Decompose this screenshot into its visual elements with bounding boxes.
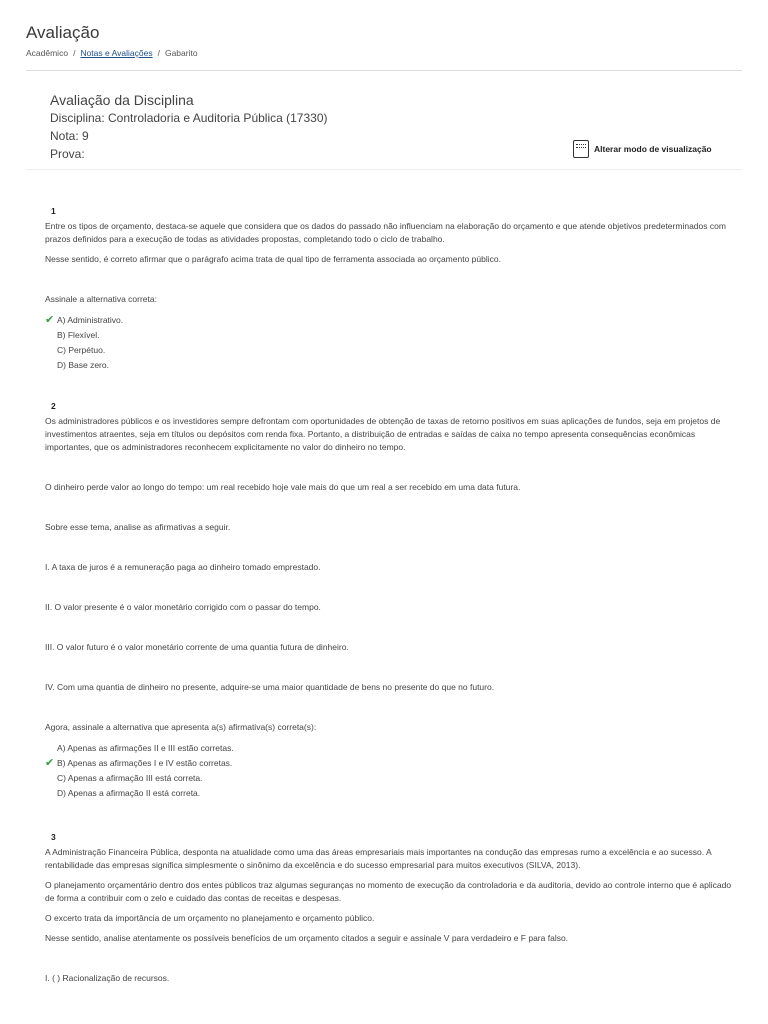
alternatives-list xyxy=(45,313,735,373)
statement-iii: III. O valor futuro é o valor monetário corrente de uma quantia futura de dinheiro. xyxy=(45,642,349,652)
breadcrumb-separator: / xyxy=(157,48,160,58)
alternative-a: A) Apenas as afirmações II e III estão corretas. xyxy=(57,743,234,753)
breadcrumb xyxy=(26,48,742,58)
statement-i: I. A taxa de juros é a remuneração paga ao dinheiro tomado emprestado. xyxy=(45,562,321,572)
change-view-mode-button[interactable] xyxy=(573,140,712,158)
alternatives-list xyxy=(45,741,735,801)
question-1 xyxy=(45,206,735,373)
question-prompt: Agora, assinale a alternativa que apresenta a(s) afirmativa(s) correta(s): xyxy=(45,722,317,732)
alternative-d: D) Base zero. xyxy=(57,360,109,370)
statement-i: I. ( ) Racionalização de recursos. xyxy=(45,973,170,983)
evaluation-title: Avaliação da Disciplina xyxy=(50,92,194,108)
question-text: Entre os tipos de orçamento, destaca-se aquele que considera que os dados do passado não influenciam na elaboração do orçamento e que atende objetivos predeterminados com prazos definidos para a execução de todas as atividades propostas, completando todo o ciclo de trabalho. xyxy=(45,221,726,244)
alternative-b-correct: ✔ B) Apenas as afirmações I e IV estão corretas. xyxy=(45,757,233,769)
statement-ii: II. O valor presente é o valor monetário corrigido com o passar do tempo. xyxy=(45,602,321,612)
alternative-d: D) Apenas a afirmação II está correta. xyxy=(57,788,201,798)
question-number: 1 xyxy=(51,206,56,216)
header-divider xyxy=(26,70,742,71)
discipline-label: Disciplina: Controladoria e Auditoria Pública (17330) xyxy=(50,111,328,125)
exam-label: Prova: xyxy=(50,147,85,161)
statement-iv: IV. Com uma quantia de dinheiro no presente, adquire-se uma maior quantidade de bens no presente do que no futuro. xyxy=(45,682,495,692)
question-text: Os administradores públicos e os investidores sempre defrontam com oportunidades de obtenção de taxas de retorno positivos em suas aplicações de fundos, seja em projetos de investimentos atraentes, seja em títulos ou depósitos com renda fixa. Portanto, a distribuição de entradas e saídas de caixa no tempo apresenta consequências econômicas importantes, que os administradores reconhecem explicitamente no valor do dinheiro no tempo. xyxy=(45,416,721,452)
alternative-a-correct: ✔ A) Administrativo. xyxy=(45,314,124,326)
question-number: 2 xyxy=(51,401,56,411)
page-title: Avaliação xyxy=(26,23,100,42)
question-3 xyxy=(45,832,735,985)
grade-label: Nota: 9 xyxy=(50,129,89,143)
change-view-mode-label: Alterar modo de visualização xyxy=(594,144,712,154)
breadcrumb-separator: / xyxy=(73,48,76,58)
question-number: 3 xyxy=(51,832,56,842)
checkmark-icon: ✔ xyxy=(45,757,55,769)
question-text: O excerto trata da importância de um orçamento no planejamento e orçamento público. xyxy=(45,913,375,923)
question-text: O planejamento orçamentário dentro dos entes públicos traz algumas seguranças no momento de execução da controladoria e da auditoria, devido ao controle interno que é aplicado de forma a contribuir com o zelo e cuidado das contas de receitas e despesas. xyxy=(45,880,732,903)
breadcrumb-academico[interactable]: Acadêmico xyxy=(26,48,69,58)
question-prompt: Assinale a alternativa correta: xyxy=(45,294,157,304)
alternative-c: C) Perpétuo. xyxy=(57,345,106,355)
question-text: Nesse sentido, analise atentamente os possíveis benefícios de um orçamento citados a seguir e assinale V para verdadeiro e F para falso. xyxy=(45,933,569,943)
breadcrumb-current: Gabarito xyxy=(164,48,198,58)
page-header xyxy=(26,22,742,58)
alternative-b: B) Flexível. xyxy=(57,330,100,340)
question-text: Sobre esse tema, analise as afirmativas a seguir. xyxy=(45,522,231,532)
evaluation-info-card xyxy=(26,84,742,170)
question-text: O dinheiro perde valor ao longo do tempo: um real recebido hoje vale mais do que um real a ser recebido em uma data futura. xyxy=(45,482,521,492)
notepad-icon xyxy=(573,140,589,158)
breadcrumb-notas-link[interactable]: Notas e Avaliações xyxy=(80,48,153,58)
question-text: A Administração Financeira Pública, desponta na atualidade como uma das áreas empresariais mais importantes na condução das empresas rumo a excelência e ao sucesso. A rentabilidade das empresas significa simplesmente o sinônimo da excelência e do sucesso empresarial para muitos executivos (SILVA, 2013). xyxy=(45,847,712,870)
question-2 xyxy=(45,401,735,801)
alternative-c: C) Apenas a afirmação III está correta. xyxy=(57,773,203,783)
question-text: Nesse sentido, é correto afirmar que o parágrafo acima trata de qual tipo de ferramenta associada ao orçamento público. xyxy=(45,254,501,264)
checkmark-icon: ✔ xyxy=(45,314,55,326)
